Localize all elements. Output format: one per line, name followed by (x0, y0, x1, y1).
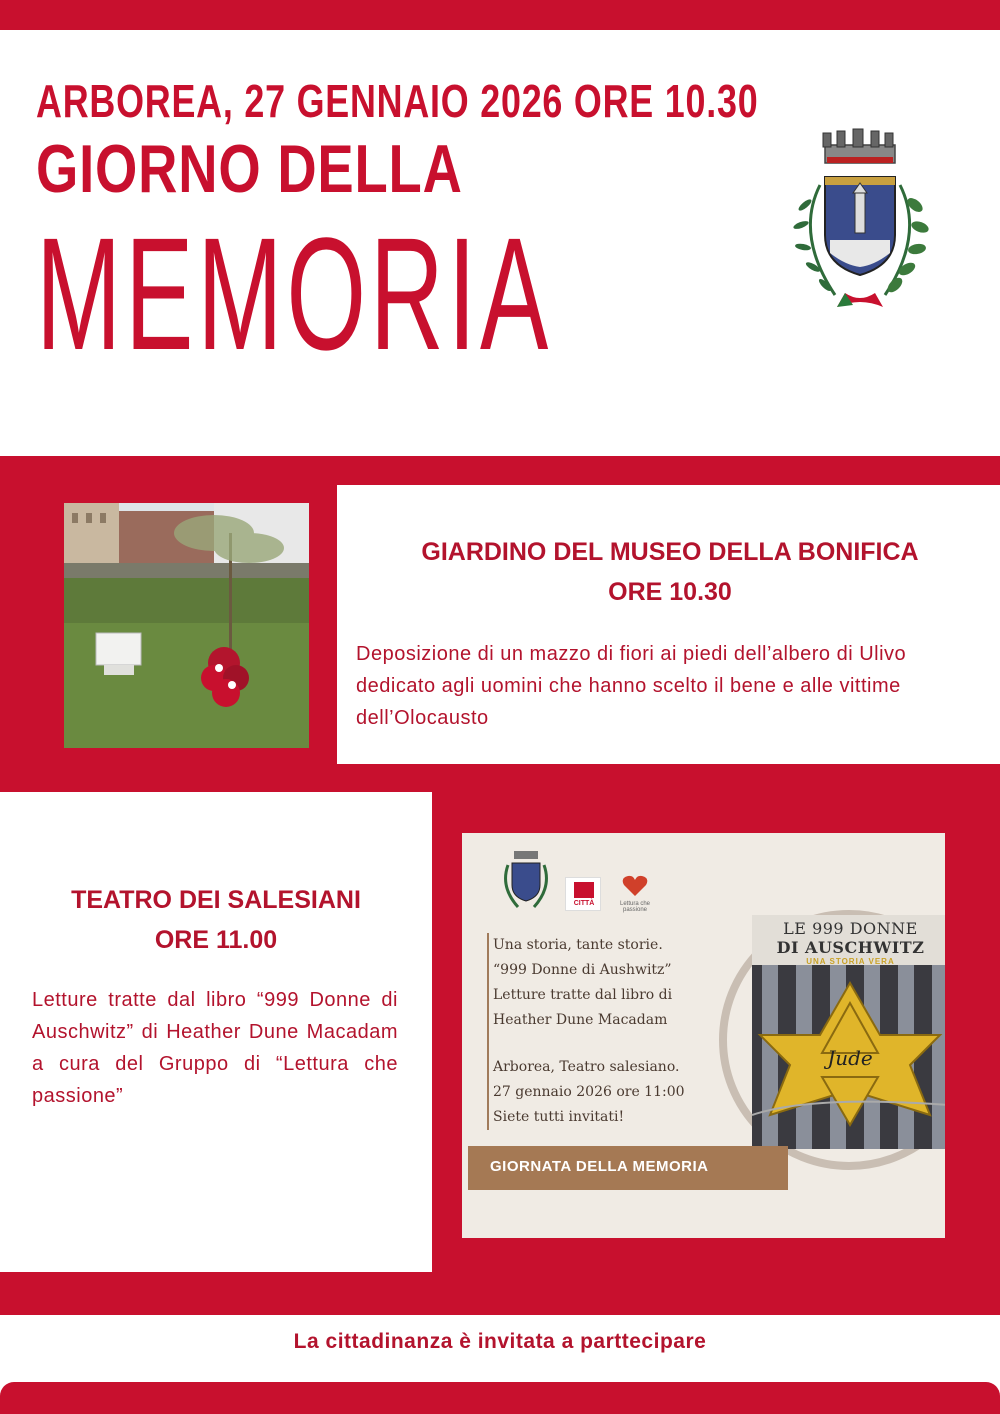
poster-line: Arborea, Teatro salesiano. (493, 1059, 680, 1075)
poster-band-label: GIORNATA DELLA MEMORIA (490, 1158, 709, 1175)
section-1-title: GIARDINO DEL MUSEO DELLA BONIFICA (421, 538, 919, 566)
section-2-title: TEATRO DEI SALESIANI (71, 886, 361, 914)
star-jude-text: Jude (827, 1046, 873, 1070)
coat-of-arms-emblem (775, 125, 945, 325)
event-date-line: ARBOREA, 27 GENNAIO 2026 ORE 10.30 (36, 75, 759, 127)
book-title-line-1: LE 999 DONNE (783, 919, 918, 938)
bottom-red-bar (0, 1382, 1000, 1414)
book-title-line-2: DI AUSCHWITZ (776, 938, 925, 957)
book-subtitle: UNA STORIA VERA (806, 957, 895, 966)
poster-line: Siete tutti invitati! (493, 1109, 625, 1125)
title-line-2: MEMORIA (36, 204, 553, 383)
garden-photo (64, 503, 309, 748)
lettura-logo (610, 875, 660, 913)
footer-invitation: La cittadinanza è invitata a parttecipare (293, 1330, 707, 1353)
book-cover (752, 915, 945, 1149)
poster-coat-of-arms (498, 847, 554, 913)
citta-logo (565, 877, 601, 911)
poster-line: Una storia, tante storie. (493, 937, 663, 953)
section-1-description: Deposizione di un mazzo di fiori ai piedi dell’albero di Ulivo dedicato agli uomini che hanno scelto il bene e alle vittime dell’Olocausto (356, 643, 907, 729)
section-2-description: Letture tratte dal libro “999 Donne di Auschwitz” di Heather Dune Macadam a cura del Gruppo di “Lettura che passione” (32, 989, 398, 1107)
lettura-logo-text: Lettura che passione (619, 901, 651, 913)
title-line-1: GIORNO DELLA (36, 131, 463, 207)
event-poster (462, 833, 945, 1238)
poster-line: 27 gennaio 2026 ore 11:00 (493, 1084, 685, 1100)
top-red-bar (0, 0, 1000, 30)
section-band-3 (0, 1272, 1000, 1315)
heart-icon (622, 875, 648, 897)
poster-line: Heather Dune Macadam (493, 1012, 668, 1028)
section-1-time: ORE 10.30 (608, 578, 732, 606)
citta-logo-text: CITTÀ (573, 900, 595, 907)
poster-text-block (487, 933, 712, 1130)
poster-line: “999 Donne di Aushwitz” (493, 962, 672, 978)
section-1-heading (340, 532, 1000, 612)
poster-line: Letture tratte dal libro di (493, 987, 673, 1003)
section-2-heading (30, 880, 402, 960)
book-cover-art (752, 965, 945, 1149)
section-2-time: ORE 11.00 (154, 926, 278, 954)
